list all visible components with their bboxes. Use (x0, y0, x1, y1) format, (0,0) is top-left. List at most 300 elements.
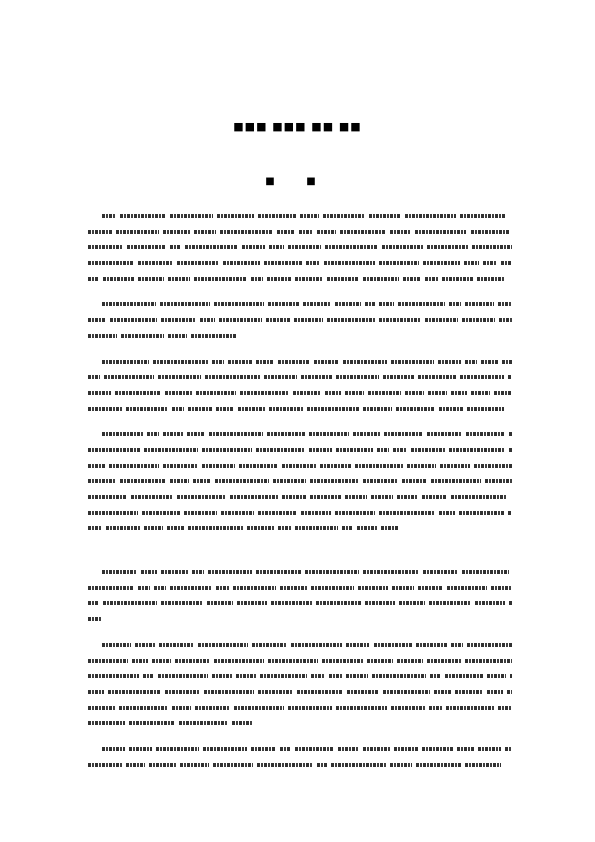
text-word (267, 432, 305, 436)
text-word (509, 432, 512, 436)
text-word (180, 763, 209, 767)
text-word (207, 601, 233, 605)
text-word (345, 391, 363, 395)
text-word (487, 690, 503, 694)
text-word (301, 511, 330, 515)
text-word (363, 570, 418, 574)
text-line (88, 742, 512, 758)
text-word (462, 318, 495, 322)
text-word (429, 706, 442, 710)
text-line (88, 386, 512, 402)
text-word (251, 747, 276, 751)
text-word (472, 245, 512, 249)
text-word (247, 526, 275, 530)
text-word (102, 747, 125, 751)
text-word (267, 277, 291, 281)
text-word (256, 448, 304, 452)
text-word (446, 706, 494, 710)
text-word (331, 763, 385, 767)
text-word (462, 570, 509, 574)
text-word (306, 261, 320, 265)
text-word (464, 261, 479, 265)
text-word (258, 511, 297, 515)
text-word (163, 230, 190, 234)
text-word (106, 526, 140, 530)
text-word (216, 586, 230, 590)
text-word (273, 479, 306, 483)
text-line (88, 490, 512, 506)
text-word (465, 360, 476, 364)
text-word (135, 643, 155, 647)
text-word (465, 659, 512, 663)
text-word (271, 601, 312, 605)
text-word (102, 302, 156, 306)
text-word (460, 214, 506, 218)
text-word (317, 763, 328, 767)
text-word (487, 674, 505, 678)
text-word (187, 432, 205, 436)
text-word (138, 261, 172, 265)
text-line (88, 474, 512, 490)
text-word (203, 747, 247, 751)
text-word (391, 706, 425, 710)
text-word (499, 318, 512, 322)
text-word (163, 464, 198, 468)
text-word (236, 674, 255, 678)
text-word (200, 318, 215, 322)
text-word (161, 318, 196, 322)
text-word (439, 407, 463, 411)
text-word (411, 448, 445, 452)
text-word (170, 214, 213, 218)
text-word (294, 318, 323, 322)
text-word (324, 261, 375, 265)
text-word (233, 586, 276, 590)
text-word (438, 360, 462, 364)
text-line (88, 256, 512, 272)
text-word (88, 721, 125, 725)
text-word (234, 706, 284, 710)
text-word (161, 570, 188, 574)
text-word (327, 277, 359, 281)
text-word (295, 747, 333, 751)
paragraph (88, 638, 512, 732)
text-word (277, 230, 294, 234)
text-line (88, 596, 512, 612)
text-word (88, 448, 140, 452)
text-line (88, 209, 512, 225)
text-line (88, 638, 512, 654)
text-word (163, 432, 183, 436)
text-line (88, 654, 512, 670)
text-word (327, 318, 375, 322)
text-word (110, 318, 156, 322)
text-word (88, 659, 128, 663)
text-word (346, 674, 368, 678)
text-word (196, 391, 236, 395)
text-line (88, 565, 512, 581)
text-word (346, 643, 369, 647)
text-word (509, 448, 512, 452)
text-word (208, 570, 253, 574)
text-word (474, 464, 512, 468)
text-line (88, 329, 512, 345)
text-word (280, 747, 291, 751)
text-word (440, 464, 470, 468)
text-word (214, 659, 264, 663)
text-word (365, 302, 376, 306)
text-word (405, 391, 423, 395)
text-word (268, 659, 317, 663)
text-word (418, 375, 456, 379)
text-line (88, 758, 512, 774)
text-word (403, 277, 421, 281)
text-word (471, 391, 490, 395)
text-word (221, 511, 254, 515)
text-word (422, 495, 447, 499)
text-word (465, 763, 500, 767)
text-word (257, 763, 313, 767)
paragraph (88, 297, 512, 344)
text-word (498, 302, 512, 306)
text-word (358, 586, 388, 590)
text-word (451, 495, 507, 499)
text-line (88, 402, 512, 418)
text-word (379, 511, 434, 515)
text-word (340, 230, 386, 234)
text-line (88, 443, 512, 459)
text-word (88, 245, 123, 249)
text-line (88, 355, 512, 371)
text-word (498, 706, 512, 710)
text-word (220, 230, 273, 234)
text-word (427, 245, 468, 249)
text-word (104, 375, 154, 379)
text-word (170, 479, 189, 483)
text-word (390, 230, 411, 234)
text-line (88, 581, 512, 597)
text-word (372, 674, 425, 678)
text-word (338, 747, 359, 751)
text-line (88, 225, 512, 241)
text-word (230, 495, 278, 499)
text-word (322, 659, 364, 663)
paragraph (88, 742, 512, 773)
text-word (459, 511, 504, 515)
text-line (88, 521, 512, 537)
text-line (88, 701, 512, 717)
document-body (88, 209, 512, 783)
text-word (311, 674, 325, 678)
text-word (127, 245, 165, 249)
text-word (266, 318, 290, 322)
text-word (466, 432, 505, 436)
text-word (144, 448, 198, 452)
text-word (282, 495, 306, 499)
text-word (309, 448, 333, 452)
text-word (264, 375, 298, 379)
text-word (185, 245, 238, 249)
text-word (310, 495, 341, 499)
text-word (116, 230, 158, 234)
text-word (251, 277, 263, 281)
text-word (430, 674, 442, 678)
text-word (391, 360, 434, 364)
text-word (228, 360, 252, 364)
text-word (102, 570, 137, 574)
text-word (88, 706, 115, 710)
text-word (467, 407, 505, 411)
text-word (508, 511, 512, 515)
text-line (88, 612, 512, 628)
text-word (126, 407, 168, 411)
text-word (232, 721, 252, 725)
text-word (449, 448, 505, 452)
text-word (168, 277, 190, 281)
text-word (238, 407, 265, 411)
text-word (159, 643, 194, 647)
text-word (383, 375, 414, 379)
text-word (161, 601, 203, 605)
text-word (451, 391, 467, 395)
text-word (144, 526, 162, 530)
text-word (278, 360, 310, 364)
text-word (177, 261, 219, 265)
text-word (355, 464, 402, 468)
text-word (502, 360, 512, 364)
text-word (295, 277, 322, 281)
text-word (309, 432, 349, 436)
text-line (88, 240, 512, 256)
text-word (88, 617, 101, 621)
text-word (398, 302, 445, 306)
text-word (260, 674, 307, 678)
text-word (507, 690, 512, 694)
text-word (165, 391, 192, 395)
text-word (293, 391, 321, 395)
document-author: ■ ■ (265, 176, 330, 187)
text-word (258, 690, 293, 694)
text-word (299, 230, 313, 234)
text-word (427, 659, 460, 663)
text-word (481, 360, 499, 364)
text-word (269, 407, 304, 411)
text-word (108, 690, 162, 694)
text-word (396, 407, 435, 411)
text-word (177, 495, 226, 499)
text-word (191, 334, 237, 338)
text-word (416, 643, 447, 647)
text-word (345, 495, 367, 499)
text-word (103, 277, 133, 281)
text-word (280, 586, 307, 590)
text-word (192, 570, 203, 574)
text-word (205, 375, 260, 379)
text-word (158, 674, 208, 678)
text-line (88, 297, 512, 313)
text-word (445, 674, 483, 678)
text-word (505, 747, 512, 751)
text-word (374, 643, 412, 647)
text-line (88, 313, 512, 329)
text-word (194, 230, 216, 234)
text-word (268, 302, 299, 306)
text-word (384, 432, 423, 436)
text-word (415, 230, 466, 234)
text-word (325, 245, 378, 249)
text-word (131, 495, 173, 499)
text-word (88, 526, 102, 530)
text-word (165, 690, 199, 694)
text-word (455, 690, 483, 694)
text-word (168, 334, 187, 338)
text-word (447, 586, 486, 590)
text-word (88, 407, 122, 411)
text-word (102, 643, 131, 647)
text-word (120, 214, 166, 218)
text-word (88, 230, 112, 234)
text-word (475, 601, 505, 605)
text-word (143, 674, 155, 678)
text-word (422, 747, 453, 751)
text-word (88, 586, 134, 590)
text-word (323, 214, 365, 218)
text-word (152, 659, 171, 663)
text-word (252, 643, 287, 647)
text-word (311, 586, 354, 590)
text-word (129, 747, 152, 751)
paragraph (88, 565, 512, 628)
text-word (428, 391, 448, 395)
text-word (172, 706, 191, 710)
text-word (343, 360, 386, 364)
text-word (288, 245, 321, 249)
text-word (204, 690, 255, 694)
text-word (377, 448, 390, 452)
text-word (423, 261, 460, 265)
text-word (215, 479, 269, 483)
text-word (88, 391, 111, 395)
text-word (471, 230, 511, 234)
text-word (483, 261, 497, 265)
text-word (278, 526, 291, 530)
text-word (295, 526, 338, 530)
text-word (320, 464, 351, 468)
text-word (416, 763, 461, 767)
text-word (383, 690, 429, 694)
text-word (160, 302, 210, 306)
text-word (494, 391, 512, 395)
paragraph (88, 355, 512, 418)
text-word (154, 586, 166, 590)
text-word (214, 302, 264, 306)
text-word (510, 674, 512, 678)
text-word (156, 747, 199, 751)
text-word (212, 674, 232, 678)
text-word (88, 479, 116, 483)
text-word (88, 763, 122, 767)
text-word (132, 659, 148, 663)
text-word (195, 706, 230, 710)
text-line (88, 272, 512, 288)
text-word (179, 721, 228, 725)
text-word (88, 334, 117, 338)
text-word (342, 526, 353, 530)
text-word (141, 570, 157, 574)
text-word (269, 245, 285, 249)
text-word (213, 763, 253, 767)
paragraph-gap (88, 547, 512, 565)
text-word (425, 318, 457, 322)
text-word (88, 601, 99, 605)
text-word (193, 479, 211, 483)
text-word (434, 690, 451, 694)
text-word (509, 601, 512, 605)
paragraph (88, 427, 512, 537)
text-word (369, 214, 401, 218)
text-line (88, 685, 512, 701)
text-word (138, 277, 164, 281)
paragraph (88, 209, 512, 287)
text-word (288, 706, 332, 710)
text-word (149, 763, 176, 767)
text-word (336, 706, 387, 710)
text-word (363, 277, 399, 281)
text-word (365, 601, 395, 605)
text-word (363, 407, 392, 411)
text-word (393, 448, 407, 452)
text-word (212, 360, 224, 364)
text-word (336, 448, 372, 452)
text-word (368, 391, 402, 395)
text-word (170, 586, 212, 590)
text-word (223, 261, 260, 265)
text-word (363, 747, 390, 751)
text-word (477, 277, 503, 281)
text-word (188, 526, 242, 530)
text-word (102, 360, 149, 364)
text-word (300, 214, 319, 218)
text-word (198, 643, 249, 647)
text-word (449, 302, 461, 306)
text-word (240, 391, 289, 395)
text-word (367, 659, 393, 663)
text-word (451, 643, 464, 647)
text-word (394, 747, 418, 751)
text-word (109, 464, 159, 468)
text-word (485, 479, 512, 483)
text-word (379, 318, 421, 322)
text-line (88, 459, 512, 475)
text-word (282, 464, 317, 468)
text-word (465, 302, 494, 306)
text-line (88, 716, 512, 732)
text-word (264, 261, 302, 265)
text-word (256, 360, 274, 364)
text-word (316, 601, 362, 605)
text-word (88, 375, 100, 379)
text-word (353, 432, 379, 436)
text-word (138, 586, 150, 590)
text-word (363, 479, 398, 483)
text-word (508, 375, 512, 379)
text-word (335, 302, 361, 306)
text-word (467, 643, 512, 647)
text-word (379, 302, 394, 306)
text-word (336, 375, 380, 379)
text-line (88, 506, 512, 522)
text-word (209, 432, 263, 436)
